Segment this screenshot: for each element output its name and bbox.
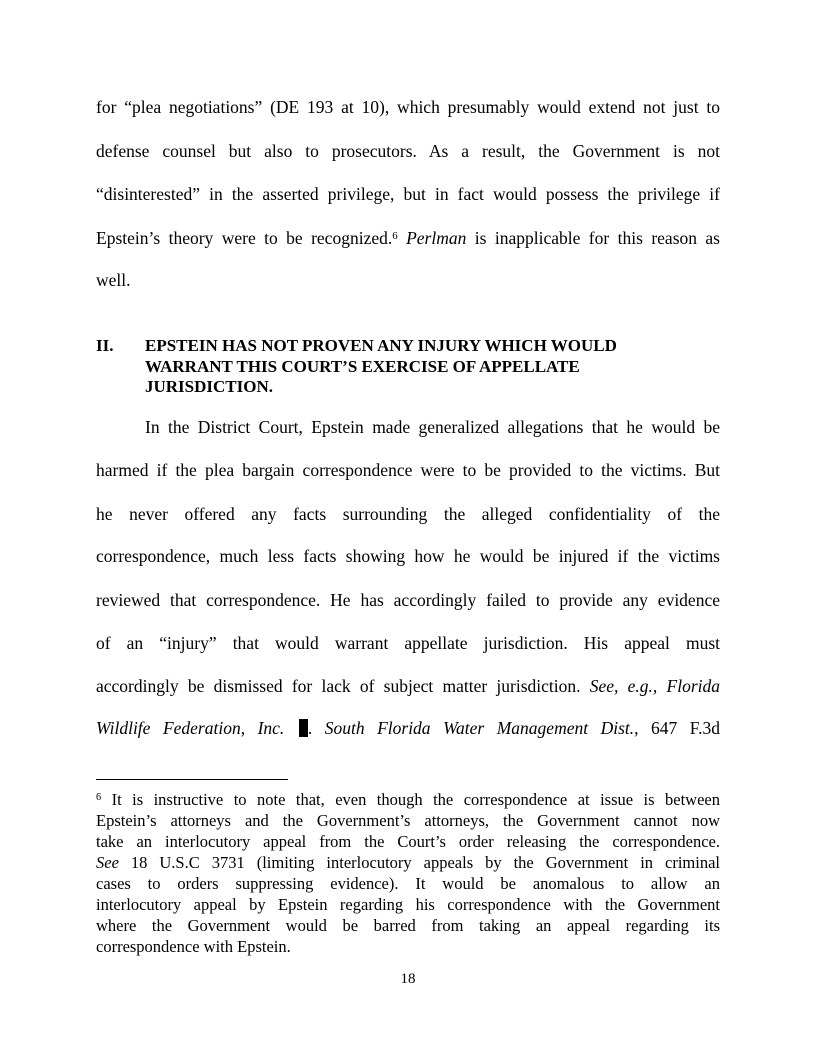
para2-line-8 [96,717,720,739]
para2-line-7 [96,675,720,697]
body-line-2: defense counsel but also to prosecutors. As a result, the Government is not [96,141,720,161]
case-name-perlman: Perlman [406,228,467,248]
footnote-marker: 6 [96,792,102,803]
body-line-4-text: Epstein’s theory were to be recognized. [96,228,393,248]
citation-signal: See, e.g., Florida [589,676,720,696]
body-line-4-rest: is inapplicable for this reason as [466,228,720,248]
footnote-reference: 6 [392,230,398,242]
body-line-5: well. [96,270,131,290]
footnote-line-8: correspondence with Epstein. [96,937,291,956]
para2-line-1: In the District Court, Epstein made generalized allegations that he would be [145,417,720,437]
reporter-citation: , 647 F.3d [634,718,721,738]
para2-line-5: reviewed that correspondence. He has accordingly failed to provide any evidence [96,590,720,610]
footnote-line-2: Epstein’s attorneys and the Government’s attorneys, the Government cannot now [96,811,720,830]
para2-line-7-text: accordingly be dismissed for lack of subject matter jurisdiction. [96,676,590,696]
section-heading-line-2: WARRANT THIS COURT’S EXERCISE OF APPELLATE [145,357,580,376]
page-number: 18 [400,971,416,987]
body-line-4 [96,227,720,249]
para2-line-2: harmed if the plea bargain correspondence were to be provided to the victims. But [96,460,720,480]
section-heading-line-1: EPSTEIN HAS NOT PROVEN ANY INJURY WHICH WOULD [145,336,617,355]
footnote-line-4-text: 18 U.S.C 3731 (limiting interlocutory appeals by the Government in criminal [118,853,720,872]
footnote-line-6: interlocutory appeal by Epstein regarding his correspondence with the Government [96,895,720,914]
footnote-divider [96,779,288,780]
case-name-sfwmd: South Florida Water Management Dist. [324,718,635,738]
footnote-line-4 [96,853,720,872]
footnote-line-1-text: It is instructive to note that, even though the correspondence at issue is between [101,790,720,809]
footnote-line-1 [96,790,720,809]
section-heading-line-3: JURISDICTION. [145,377,273,396]
case-separator: . [307,718,313,738]
redaction-mark [299,719,308,737]
para2-line-3: he never offered any facts surrounding the alleged confidentiality of the [96,504,720,524]
footnote-line-7: where the Government would be barred from taking an appeal regarding its [96,916,720,935]
footnote-line-3: take an interlocutory appeal from the Court’s order releasing the correspondence. [96,832,720,851]
case-name-florida-wildlife: Wildlife Federation, Inc. [96,718,285,738]
section-number: II. [96,336,114,355]
para2-line-4: correspondence, much less facts showing how he would be injured if the victims [96,546,720,566]
citation-see: See [96,853,119,872]
para2-line-6: of an “injury” that would warrant appellate jurisdiction. His appeal must [96,633,720,653]
footnote-line-5: cases to orders suppressing evidence). It would be anomalous to allow an [96,874,720,893]
body-line-3: “disinterested” in the asserted privilege, but in fact would possess the privilege if [96,184,720,204]
body-line-1: for “plea negotiations” (DE 193 at 10), which presumably would extend not just to [96,97,720,117]
